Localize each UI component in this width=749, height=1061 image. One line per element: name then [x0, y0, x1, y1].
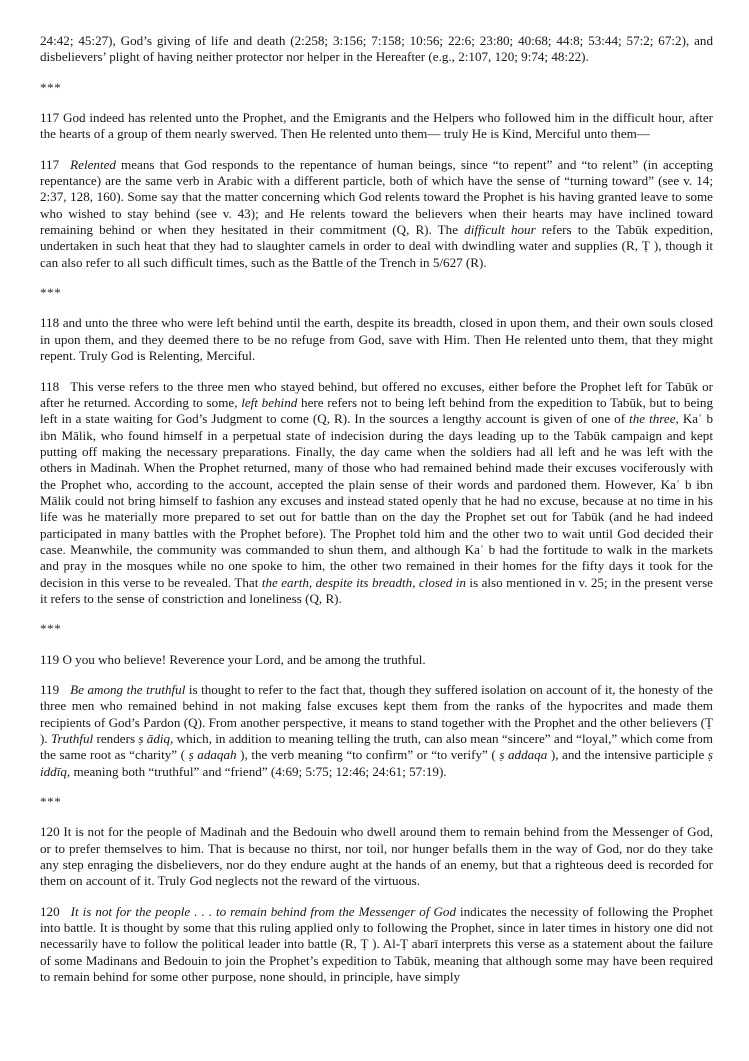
- commentary-119-italic-5: ṣ addaqa: [499, 747, 548, 763]
- commentary-117: [40, 157, 713, 271]
- verse-118-number: 118: [40, 315, 60, 331]
- commentary-120-italic-1: It is not for the people . . . to remain behind from the Messenger of God: [70, 903, 457, 919]
- commentary-119-italic-6: ṣ iddīq,: [40, 747, 714, 779]
- commentary-119-text-3: which, in addition to meaning telling the truth, can also mean “sincere” and “loyal,” which come from the same root as “charity” (: [40, 731, 713, 763]
- section-divider-3: ***: [40, 621, 62, 637]
- verse-118: [40, 315, 713, 364]
- commentary-119-italic-4: ṣ adaqah: [188, 747, 237, 763]
- commentary-119-text-5: ), and the intensive participle: [547, 747, 708, 763]
- commentary-118-italic-2: the three,: [629, 411, 679, 427]
- verse-120-text: It is not for the people of Madinah and the Bedouin who dwell around them to remain behind from the Messenger of God, or to prefer themselves to him. That is because no thirst, nor toil, nor hunger befalls them in the way of God, nor do they take any step enraging the disbelievers, nor do they endure aught at the hands of an enemy, but that a righteous deed is recorded for them on account of it. Truly God neglects not the reward of the virtuous.: [40, 824, 713, 889]
- commentary-119: [40, 682, 713, 780]
- verse-117: [40, 110, 713, 143]
- verse-120: [40, 824, 713, 889]
- commentary-118-italic-3: the earth, despite its breadth, closed in: [261, 574, 466, 590]
- commentary-119-text-2: renders: [93, 731, 139, 747]
- commentary-120-text-1: indicates the necessity of following the Prophet into battle. It is thought by some that this ruling applied only to following the Prophet, since in later times in history one did not necessarily have to follow the political leader into battle (R, Ṭ ). Al-Ṭ abarī interprets this verse as a statement about the failure of some Madinans and Bedouin to join the Prophet’s expedition to Tabūk, meaning that although some may have been required to remain behind for some other purpose, none should, in principle, have simply: [40, 903, 713, 985]
- verse-119-number: 119: [40, 651, 60, 667]
- section-divider-4: ***: [40, 794, 62, 810]
- verse-119-text: O you who believe! Reverence your Lord, and be among the truthful.: [62, 651, 426, 667]
- verse-117-number: 117: [40, 110, 60, 126]
- commentary-118-italic-1: left behind: [241, 394, 298, 410]
- commentary-120: [40, 904, 713, 986]
- commentary-118: [40, 379, 713, 608]
- commentary-119-text-1: is thought to refer to the fact that, though they suffered isolation on account of it, the honesty of the three men who remained behind in not making false excuses kept them from the ranks of the hypocrites and made them recipients of God’s Pardon (Q). From another perspective, it means to stand together with the Prophet and the other believers (Ṭ ).: [40, 682, 713, 747]
- commentary-117-text-1: means that God responds to the repentance of human beings, since “to repent” and “to relent” (in accepting repentance) are the same verb in Arabic with a different particle, both of which have the sense of “turning toward” (see v. 14; 2:37, 128, 160). Some say that the matter concerning which God relents toward the Prophet is his having granted leave to some who wished to stay behind (see v. 43); and He relents toward the believers when their hearts may have inclined toward remaining behind or when they hesitated in their commitment (Q, R). The: [40, 156, 713, 238]
- verse-120-number: 120: [40, 824, 60, 840]
- commentary-119-italic-1: Be among the truthful: [70, 682, 186, 697]
- commentary-117-number: 117: [40, 156, 60, 172]
- verse-117-text: God indeed has relented unto the Prophet, and the Emigrants and the Helpers who followed him in the difficult hour, after the hearts of a group of them nearly swerved. Then He relented unto them— truly He is Kind, Merciful unto them—: [40, 110, 713, 142]
- commentary-119-italic-3: ṣ ādiq,: [138, 731, 174, 747]
- page-content: [40, 33, 713, 986]
- commentary-120-number: 120: [40, 903, 60, 919]
- verse-119: [40, 652, 713, 668]
- verse-118-text: and unto the three who were left behind until the earth, despite its breadth, closed in upon them, and their own souls closed in upon them, and they deemed there to be no refuge from God, save with Him. Then He relented unto them, that they might repent. Truly God is Relenting, Merciful.: [40, 315, 713, 364]
- commentary-118-text-4: is also mentioned in v. 25; in the present verse it refers to the sense of constriction and loneliness (Q, R).: [40, 574, 713, 606]
- commentary-117-text-2: refers to the Tabūk expedition, undertaken in such heat that they had to slaughter camels in order to deal with dwindling water and supplies (R, Ṭ ), though it can also refer to all such difficult times, such as the Battle of the Trench in 5/627 (R).: [40, 222, 713, 270]
- commentary-119-text-6: meaning both “truthful” and “friend” (4:69; 5:75; 12:46; 24:61; 57:19).: [70, 763, 447, 779]
- commentary-117-lead-term: Relented: [70, 156, 116, 172]
- commentary-118-number: 118: [40, 378, 60, 394]
- commentary-119-number: 119: [40, 682, 60, 697]
- section-divider-1: ***: [40, 79, 62, 95]
- commentary-119-italic-2: Truthful: [50, 731, 94, 747]
- paragraph-continued: 24:42; 45:27), God’s giving of life and death (2:258; 3:156; 7:158; 10:56; 22:6; 23:80; 40:68; 44:8; 53:44; 57:2; 67:2), and disbelievers’ plight of having neither protector nor helper in the Hereafter (e.g., 2:107, 120; 9:74; 48:22).: [40, 33, 713, 65]
- commentary-117-italic-2: difficult hour: [464, 222, 536, 238]
- commentary-118-text-1: This verse refers to the three men who stayed behind, but offered no excuses, either before the Prophet left for Tabūk or after he returned. According to some,: [40, 378, 713, 410]
- commentary-118-text-3: Kaʿ b ibn Mālik, who found himself in a perpetual state of indecision during the days leading up to the Tabūk campaign and kept putting off making the necessary preparations. Finally, the day came when the soldiers had all left and he was left with the others in Madinah. When the Prophet returned, many of those who had remained behind made their excuses vociferously with the Prophet who, according to the account, accepted the plain sense of their words and pardoned them. However, Kaʿ b ibn Mālik could not bring himself to fashion any excuses and instead stated openly that he had no excuse, because at no time in his life was he materially more prepared to set out for battle than on the day the Prophet set out for Tabūk (and he had indeed participated in many battles with the Prophet before). The Prophet told him and the other two to wait until God decided their case. Meanwhile, the community was commanded to shun them, and although Kaʿ b had the fortitude to walk in the markets and pray in the mosques while no one spoke to him, the other two remained in their homes for the fifty days it took for the decision in this verse to be revealed. That: [40, 411, 714, 590]
- commentary-118-text-2: here refers not to being left behind from the expedition to Tabūk, but to being left in a state waiting for God’s Judgment to come (Q, R). In the sources a lengthy account is given of one of: [40, 394, 713, 427]
- section-divider-2: ***: [40, 285, 62, 301]
- commentary-119-text-4: ), the verb meaning “to confirm” or “to verify” (: [236, 747, 500, 763]
